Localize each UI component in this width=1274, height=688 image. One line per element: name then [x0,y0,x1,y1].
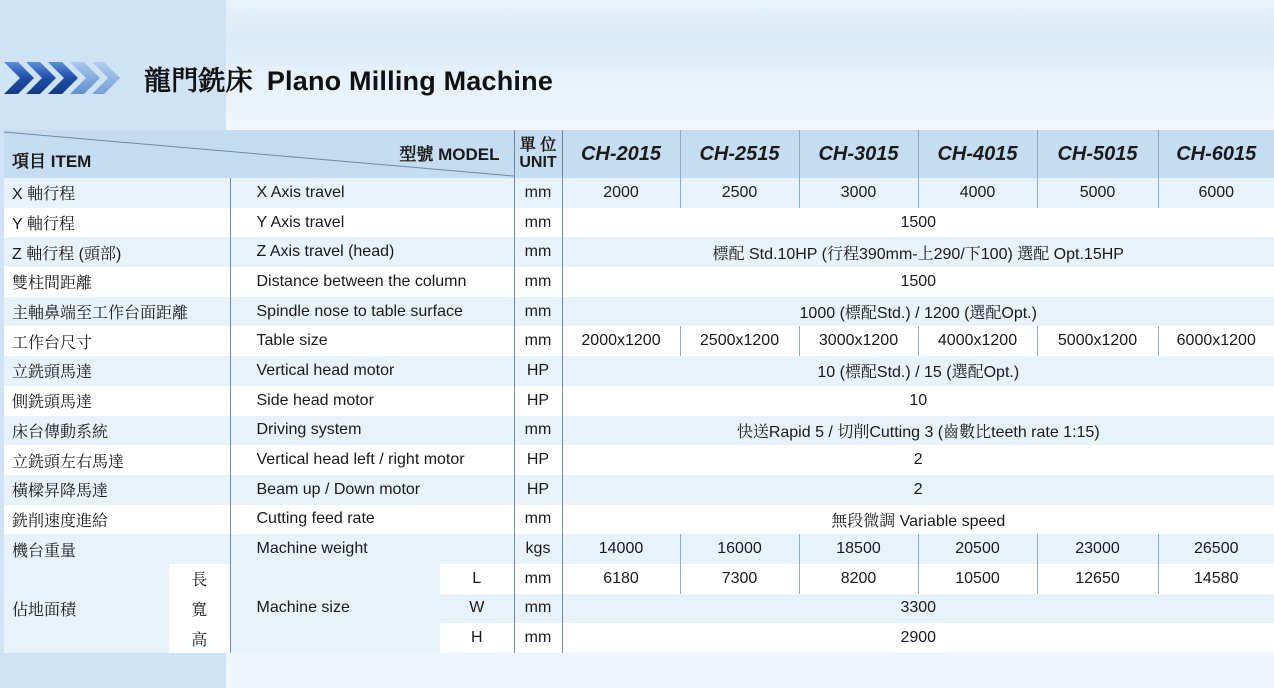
value-cell: 12650 [1037,564,1158,594]
unit-cell: mm [514,208,562,238]
value-cell: 26500 [1158,534,1274,564]
table-row [4,475,1274,505]
model-header-cell: CH-2015 [562,130,680,178]
span-value-cell: 10 (標配Std.) / 15 (選配Opt.) [562,356,1274,386]
unit-cell: mm [514,237,562,267]
item-zh: 機台重量 [4,534,230,564]
table-row [4,505,1274,535]
item-zh: 立銑頭馬達 [4,356,230,386]
value-cell: 5000 [1037,178,1158,208]
value-cell: 2000x1200 [562,326,680,356]
unit-cell: mm [514,623,562,653]
span-value-cell: 快送Rapid 5 / 切削Cutting 3 (齒數比teeth rate 1:15) [562,416,1274,446]
item-zh: Z 軸行程 (頭部) [4,237,230,267]
value-cell: 16000 [680,534,799,564]
table-row [4,237,1274,267]
page-header [4,52,553,104]
item-zh: 立銑頭左右馬達 [4,445,230,475]
item-zh: 床台傳動系統 [4,416,230,446]
item-zh: 雙柱間距離 [4,267,230,297]
unit-cell: mm [514,416,562,446]
value-cell: 2000 [562,178,680,208]
value-cell: 4000x1200 [918,326,1037,356]
dimension-zh: 長 [169,564,230,594]
value-cell: 3000x1200 [799,326,918,356]
table-header-row [4,130,1274,178]
value-cell: 8200 [799,564,918,594]
unit-cell: HP [514,445,562,475]
machine-size-en: Machine size [230,564,440,653]
unit-cell: HP [514,356,562,386]
dimension-zh: 高 [169,623,230,653]
model-header-cell: CH-5015 [1037,130,1158,178]
unit-cell: mm [514,505,562,535]
value-cell: 6180 [562,564,680,594]
item-en: Side head motor [230,386,514,416]
spec-table [4,130,1274,653]
value-cell: 2500x1200 [680,326,799,356]
unit-cell: HP [514,475,562,505]
model-header-cell: CH-2515 [680,130,799,178]
unit-cell: mm [514,178,562,208]
item-en: X Axis travel [230,178,514,208]
page-title [144,59,553,98]
value-cell: 4000 [918,178,1037,208]
value-cell: 18500 [799,534,918,564]
span-value-cell: 3300 [562,594,1274,624]
item-zh: X 軸行程 [4,178,230,208]
unit-cell: HP [514,386,562,416]
machine-size-row-width [4,594,1274,624]
table-row [4,178,1274,208]
table-row [4,445,1274,475]
item-en: Vertical head motor [230,356,514,386]
item-en: Vertical head left / right motor [230,445,514,475]
unit-header-zh: 單 位 [519,137,557,154]
span-value-cell: 無段微調 Variable speed [562,505,1274,535]
span-value-cell: 2900 [562,623,1274,653]
unit-header [514,130,562,178]
machine-size-row-length [4,564,1274,594]
unit-header-en: UNIT [519,154,557,171]
item-zh: 橫樑昇降馬達 [4,475,230,505]
machine-size-zh: 佔地面積 [4,564,169,653]
unit-cell: mm [514,267,562,297]
span-value-cell: 2 [562,445,1274,475]
value-cell: 10500 [918,564,1037,594]
span-value-cell: 2 [562,475,1274,505]
table-row [4,208,1274,238]
value-cell: 6000 [1158,178,1274,208]
table-row [4,416,1274,446]
item-zh: 工作台尺寸 [4,326,230,356]
span-value-cell: 1500 [562,267,1274,297]
item-en: Table size [230,326,514,356]
span-value-cell: 1500 [562,208,1274,238]
table-row [4,297,1274,327]
table-row [4,267,1274,297]
item-en: Spindle nose to table surface [230,297,514,327]
machine-size-row-height [4,623,1274,653]
value-cell: 7300 [680,564,799,594]
item-en: Distance between the column [230,267,514,297]
item-en: Z Axis travel (head) [230,237,514,267]
dimension-axis: H [440,623,514,653]
model-header-cell: CH-3015 [799,130,918,178]
value-cell: 23000 [1037,534,1158,564]
item-en: Machine weight [230,534,514,564]
model-header-label: 型號 MODEL [399,145,500,164]
span-value-cell: 標配 Std.10HP (行程390mm-上290/下100) 選配 Opt.15HP [562,237,1274,267]
item-model-header [4,130,514,178]
page-title-zh: 龍門銑床 [144,65,253,96]
page-title-en: Plano Milling Machine [266,65,554,96]
dimension-axis: W [440,594,514,624]
unit-cell: mm [514,326,562,356]
item-en: Y Axis travel [230,208,514,238]
item-zh: 主軸鼻端至工作台面距離 [4,297,230,327]
chevron-arrows-icon [4,58,122,98]
value-cell: 5000x1200 [1037,326,1158,356]
item-zh: Y 軸行程 [4,208,230,238]
table-row [4,326,1274,356]
dimension-zh: 寬 [169,594,230,624]
value-cell: 20500 [918,534,1037,564]
item-zh: 側銑頭馬達 [4,386,230,416]
table-row [4,356,1274,386]
item-zh: 銑削速度進給 [4,505,230,535]
unit-cell: mm [514,564,562,594]
span-value-cell: 1000 (標配Std.) / 1200 (選配Opt.) [562,297,1274,327]
item-en: Beam up / Down motor [230,475,514,505]
value-cell: 14580 [1158,564,1274,594]
item-header-label: 項目 ITEM [12,152,92,171]
model-header-cell: CH-4015 [918,130,1037,178]
table-row [4,534,1274,564]
value-cell: 2500 [680,178,799,208]
value-cell: 14000 [562,534,680,564]
unit-cell: kgs [514,534,562,564]
dimension-axis: L [440,564,514,594]
item-en: Driving system [230,416,514,446]
model-header-cell: CH-6015 [1158,130,1274,178]
value-cell: 6000x1200 [1158,326,1274,356]
table-row [4,386,1274,416]
span-value-cell: 10 [562,386,1274,416]
item-en: Cutting feed rate [230,505,514,535]
value-cell: 3000 [799,178,918,208]
unit-cell: mm [514,594,562,624]
unit-cell: mm [514,297,562,327]
